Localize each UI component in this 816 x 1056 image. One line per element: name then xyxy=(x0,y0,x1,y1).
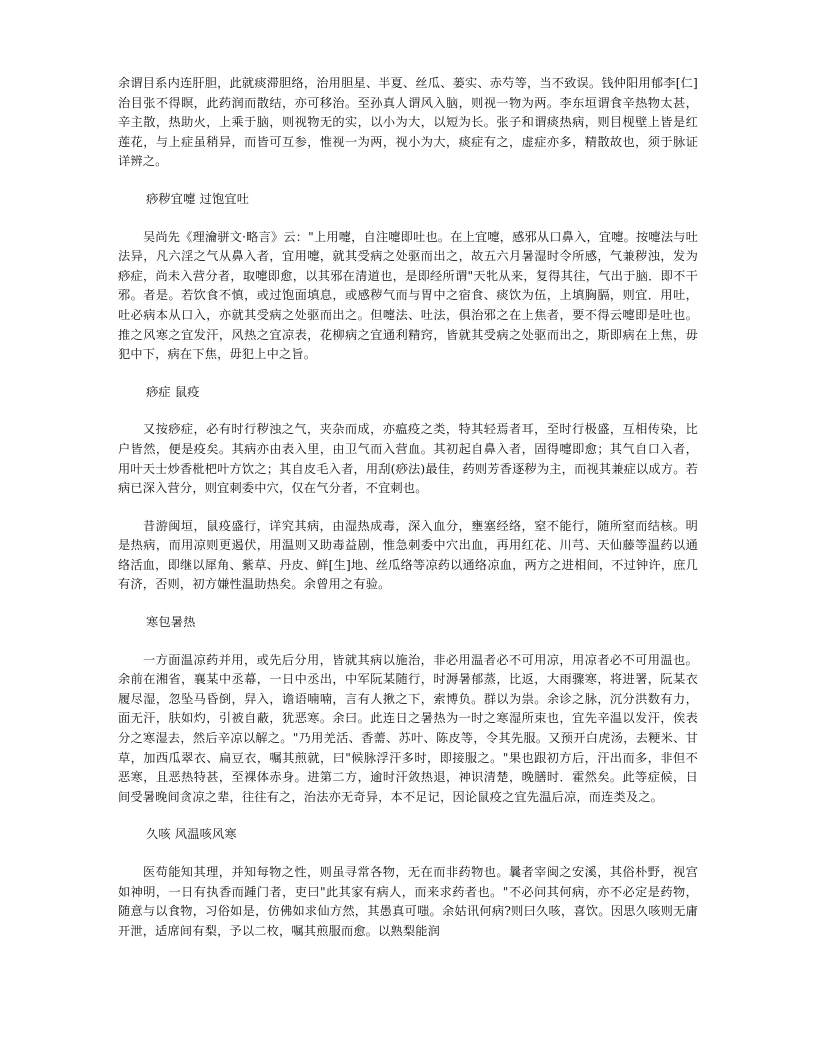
paragraph-cold-heat: 一方面温凉药并用，或先后分用，皆就其病以施治，非必用温者必不可用凉，用凉者必不可用温也。余前在湘省，襄某中丞幕，一日中丞出，中军阮某随行，时溽暑郁蒸，比返，大雨骤寒，将进署，阮某衣履尽湿，忽坠马昏倒，舁入，谵语喃喃，言有人揪之下，索博负。群以为祟。余诊之脉，沉分洪数有力，面无汗，肤如灼，引被自蔽，犹恶寒。余曰。此连日之暑热为一时之寒湿所束也，宜先辛温以发汗，俟表分之寒湿去，然后辛凉以解之。"乃用羌活、香薷、苏叶、陈皮等，令其先服。又预开白虎汤，去粳米、甘草，加西瓜翠衣、扁豆衣，嘱其煎就，曰"候脉浮汗多时，即接服之。"果也跟初方后，汗出而多，非但不恶寒，且恶热特甚，至裸体赤身。进第二方，逾时汗敛热退，神识清楚，晚膳时．霍然矣。此等症候，日间受暑晚间贪凉之辈，往往有之，治法亦无奇异，本不足记，因论鼠疫之宜先温后凉，而连类及之。 xyxy=(118,652,698,804)
section-heading-plague: 痧症 鼠疫 xyxy=(146,384,200,399)
paragraph-cough: 医苟能知其理，并知每物之性，则虽寻常各物，无在而非药物也。曩者宰闽之安溪，其俗朴野，视宫如神明，一日有执香而踵门者，吏曰"此其家有病人，而来求药者也。"不必问其何病，亦不必定是药物，随意与以食物，习俗如是，仿佛如求仙方然，其愚真可嗤。余姑讯何病?则曰久咳，喜饮。因思久咳则无庸开泄，适席间有梨，予以二枚，嘱其煎服而愈。以熟梨能润 xyxy=(118,865,698,938)
paragraph-plague-2: 昔游闽垣，鼠疫盛行，详究其病，由湿热成毒，深入血分，壅塞经络，窒不能行，随所窒而结核。明是热病，而用凉则更遏伏，用温则又助毒益剧，惟急刺委中穴出血，再用红花、川芎、天仙藤等温药以通络活血，即继以犀角、紫草、丹皮、鲜[生]地、丝瓜络等凉药以通络凉血，两方之进相间，不过钟许，庶几有济，否则，初方嫌性温助热矣。余曾用之有验。 xyxy=(118,518,698,592)
paragraph-plague-1: 又按痧症，必有时行秽浊之气，夹杂而成，亦瘟疫之类，特其轻焉者耳，至时行极盛，互相传染，比户皆然，便是疫矣。其病亦由表入里，由卫气而入营血。其初起自鼻入者，固得嚏即愈；其气自口入者，用叶天士炒香枇杷叶方饮之；其自皮毛入者，用刮(痧法)最佳，药则芳香逐秽为主，而视其兼症以成方。若病已深入营分，则宜刺委中穴，仅在气分者，不宜刺也。 xyxy=(118,422,698,496)
paragraph-eye-disorders: 余谓目系内连肝胆，此就痰滞胆络，治用胆星、半夏、丝瓜、蒌实、赤芍等，当不致误。钱仲阳用郁李[仁]治目张不得瞑，此药润而散结，亦可移治。至孙真人谓风入脑，则视一物为两。李东垣谓食辛热物太甚，辛主散，热助火，上乘于脑，则视物无的实，以小为大，以短为长。张子和谓痰热病，则目枧壁上皆是红莲花，与上症虽稍异，而皆可互参，惟视一为两，视小为大，痰症有之，虚症亦多，精散故也，须于脉证详辨之。 xyxy=(118,76,698,169)
section-heading-sneeze-vomit: 痧秽宜嚏 过饱宜吐 xyxy=(146,191,250,206)
section-heading-cold-heat: 寒包暑热 xyxy=(146,615,196,630)
section-heading-cough: 久咳 风温咳风寒 xyxy=(146,827,237,842)
paragraph-sneeze-vomit: 吴尚先《理瀹骈文·略言》云："上用嚏，自注嚏即吐也。在上宜嚏，感邪从口鼻入，宜嚏。按嚏法与吐法异，凡六淫之气从鼻入者，宜用嚏，就其受病之处驱而出之，故五六月暑湿时令所感，气兼秽浊，发为痧症，尚未入营分者，取嚏即愈，以其邪在清道也，是即经所谓"天牝从来，复得其往，气出于脑．即不干邪。者是。若饮食不慎，或过饱面填息，或感秽气而与胃中之宿食、痰饮为伍，上填胸膈，则宜．用吐，吐必病本从口入，亦就其受病之处驱而出之。但嚏法、吐法，俱治邪之在上焦者，要不得云嚏即是吐也。推之风寒之宜发汗，风热之宜凉表，花柳病之宜通利精窍，皆就其受病之处驱而出之，斯即病在上焦，毋犯中下，病在下焦，毋犯上中之旨。 xyxy=(118,229,698,362)
